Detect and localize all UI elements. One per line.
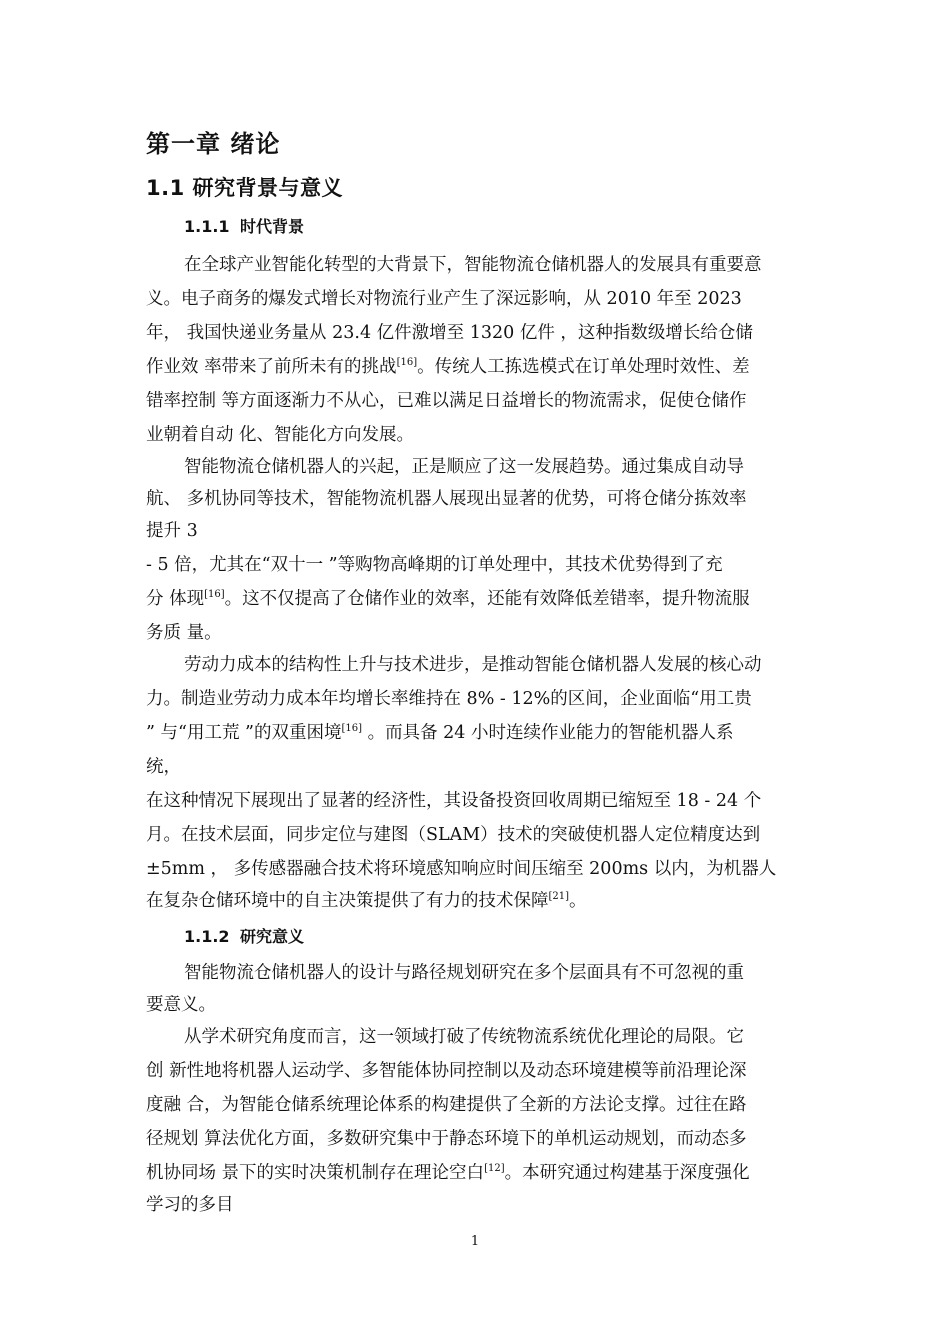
- subsection-heading: [184, 924, 304, 947]
- citation: [12]: [484, 1163, 505, 1174]
- paragraph-line: 统，: [146, 757, 181, 777]
- paragraph-line: 月。在技术层面，同步定位与建图（SLAM）技术的突破使机器人定位精度达到: [146, 825, 761, 845]
- paragraph-line: 提升 3: [146, 521, 198, 541]
- citation: [21]: [548, 891, 570, 902]
- paragraph-line: 学习的多目: [146, 1195, 234, 1215]
- paragraph-line: 要意义。: [146, 995, 216, 1015]
- paragraph-line: - 5 倍，尤其在“双十一 ”等购物高峰期的订单处理中，其技术优势得到了充: [146, 555, 723, 575]
- chapter-title: 第一章 绪论: [146, 130, 281, 158]
- citation: [16]: [341, 723, 362, 734]
- paragraph-line: 在全球产业智能化转型的大背景下，智能物流仓储机器人的发展具有重要意: [184, 255, 762, 275]
- paragraph-line: 义。电子商务的爆发式增长对物流行业产生了深远影响，从 2010 年至 2023: [146, 289, 742, 309]
- paragraph-line: ” 与“用工荒 ”的双重困境[16] 。而具备 24 小时连续作业能力的智能机器人系: [146, 723, 734, 743]
- page-number: 1: [470, 1234, 480, 1249]
- section-title: 1.1 研究背景与意义: [146, 176, 344, 200]
- paragraph-line: 分 体现[16]。这不仅提高了仓储作业的效率，还能有效降低差错率，提升物流服: [146, 589, 750, 609]
- paragraph-line: 错率控制 等方面逐渐力不从心，已难以满足日益增长的物流需求，促使仓储作: [146, 391, 747, 411]
- paragraph-line: 机协同场 景下的实时决策机制存在理论空白[12]。本研究通过构建基于深度强化: [146, 1163, 750, 1183]
- paragraph-line: 径规划 算法优化方面，多数研究集中于静态环境下的单机运动规划，而动态多: [146, 1129, 747, 1149]
- paragraph-line: 智能物流仓储机器人的设计与路径规划研究在多个层面具有不可忽视的重: [184, 963, 744, 983]
- paragraph-line: 作业效 率带来了前所未有的挑战[16]。传统人工拣选模式在订单处理时效性、差: [146, 357, 750, 377]
- paragraph-line: 创 新性地将机器人运动学、多智能体协同控制以及动态环境建模等前沿理论深: [146, 1061, 747, 1081]
- subsection-title: 研究意义: [240, 927, 305, 946]
- subsection-title: 时代背景: [240, 217, 305, 236]
- paragraph-line: 智能物流仓储机器人的兴起，正是顺应了这一发展趋势。通过集成自动导: [184, 457, 744, 477]
- paragraph-line: 在这种情况下展现出了显著的经济性，其设备投资回收周期已缩短至 18 - 24 个: [146, 791, 762, 811]
- paragraph-line: 务质 量。: [146, 623, 222, 643]
- paragraph-line: 从学术研究角度而言，这一领域打破了传统物流系统优化理论的局限。它: [184, 1027, 744, 1047]
- paragraph-line: 度融 合，为智能仓储系统理论体系的构建提供了全新的方法论支撑。过往在路: [146, 1095, 747, 1115]
- subsection-number: 1.1.1: [184, 217, 230, 236]
- paragraph-line: 在复杂仓储环境中的自主决策提供了有力的技术保障[21]。: [146, 891, 587, 911]
- paragraph-line: 航、 多机协同等技术，智能物流机器人展现出显著的优势，可将仓储分拣效率: [146, 489, 747, 509]
- citation: [16]: [204, 589, 225, 600]
- paragraph-line: 业朝着自动 化、智能化方向发展。: [146, 425, 415, 445]
- paragraph-line: 劳动力成本的结构性上升与技术进步，是推动智能仓储机器人发展的核心动: [184, 655, 762, 675]
- paragraph-line: ±5mm ， 多传感器融合技术将环境感知响应时间压缩至 200ms 以内，为机器人: [146, 859, 777, 879]
- subsection-number: 1.1.2: [184, 927, 230, 946]
- citation: [16]: [396, 357, 418, 368]
- paragraph-line: 力。制造业劳动力成本年均增长率维持在 8% - 12%的区间，企业面临“用工贵: [146, 689, 752, 709]
- subsection-heading: [184, 214, 304, 237]
- paragraph-line: 年， 我国快递业务量从 23.4 亿件激增至 1320 亿件 ，这种指数级增长给仓储: [146, 323, 753, 343]
